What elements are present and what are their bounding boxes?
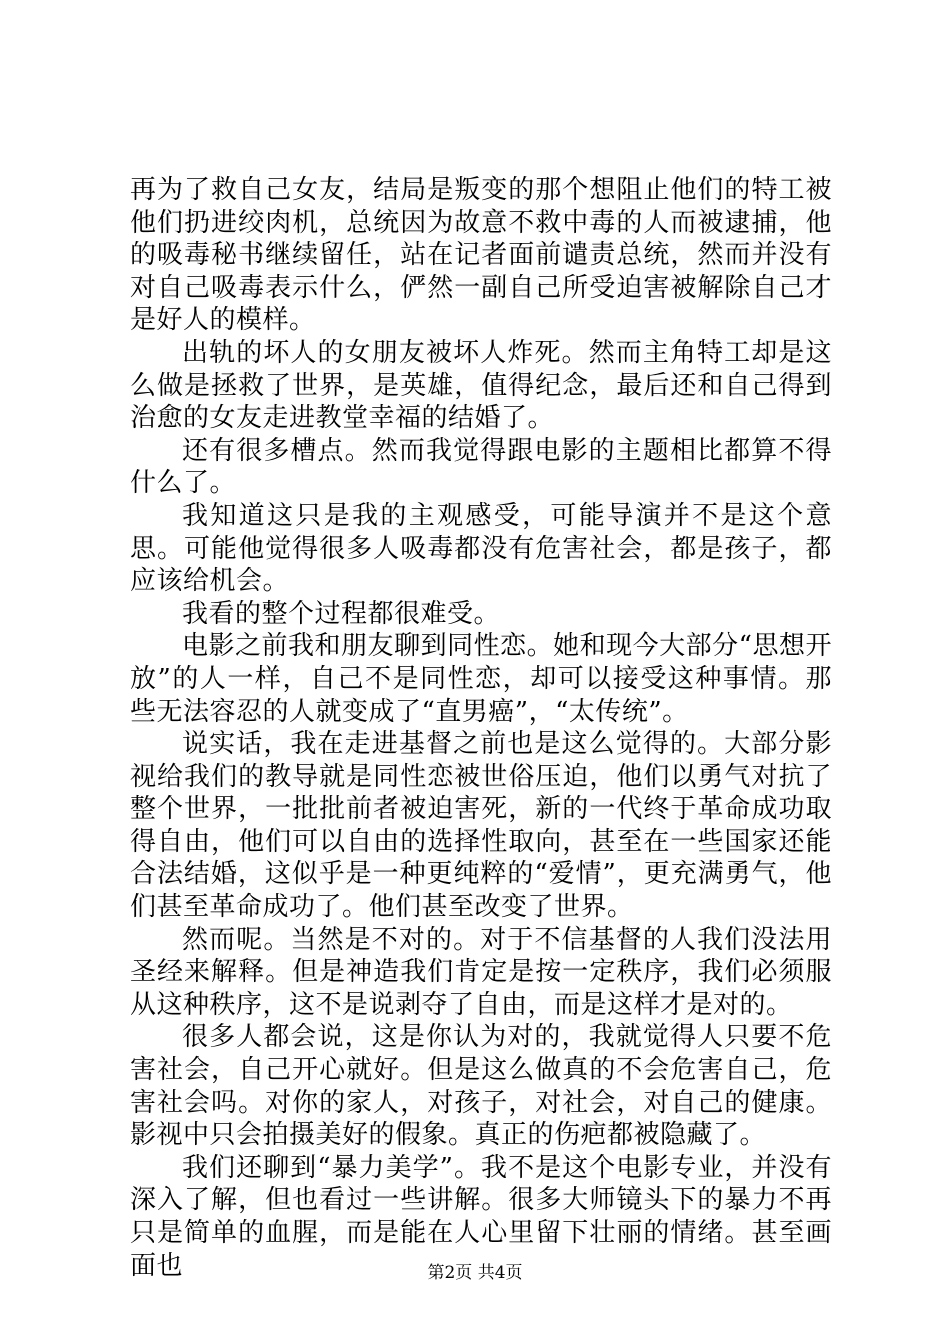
paragraph: 我知道这只是我的主观感受，可能导演并不是这个意思。可能他觉得很多人吸毒都没有危害社会，都是孩子，都应该给机会。 — [130, 500, 832, 597]
document-body — [130, 174, 832, 1282]
paragraph: 我看的整个过程都很难受。 — [182, 598, 501, 629]
paragraph: 说实话，我在走进基督之前也是这么觉得的。大部分影视给我们的教导就是同性恋被世俗压迫，他们以勇气对抗了整个世界，一批批前者被迫害死，新的一代终于革命成功取得自由，他们可以自由的选择性取向，甚至在一些国家还能合法结婚，这似乎是一种更纯粹的“爱情”，更充满勇气，他们甚至革命成功了。他们甚至改变了世界。 — [130, 729, 832, 923]
paragraph: 再为了救自己女友，结局是叛变的那个想阻止他们的特工被他们扔进绞肉机，总统因为故意不救中毒的人而被逮捕，他的吸毒秘书继续留任，站在记者面前谴责总统，然而并没有对自己吸毒表示什么，俨然一副自己所受迫害被解除自己才是好人的模样。 — [130, 175, 832, 336]
paragraph: 还有很多槽点。然而我觉得跟电影的主题相比都算不得什么了。 — [130, 435, 832, 499]
paragraph: 电影之前我和朋友聊到同性恋。她和现今大部分“思想开放”的人一样，自己不是同性恋，却可以接受这种事情。那些无法容忍的人就变成了“直男癌”，“太传统”。 — [130, 631, 832, 727]
paragraph: 很多人都会说，这是你认为对的，我就觉得人只要不危害社会，自己开心就好。但是这么做真的不会危害自己，危害社会吗。对你的家人，对孩子，对社会，对自己的健康。影视中只会拍摄美好的假象。真正的伤疤都被隐藏了。 — [130, 1022, 832, 1151]
paragraph: 然而呢。当然是不对的。对于不信基督的人我们没法用圣经来解释。但是神造我们肯定是按一定秩序，我们必须服从这种秩序，这不是说剥夺了自由，而是这样才是对的。 — [130, 924, 832, 1020]
paragraph: 出轨的坏人的女朋友被坏人炸死。然而主角特工却是这么做是拯救了世界，是英雄，值得纪念，最后还和自己得到治愈的女友走进教堂幸福的结婚了。 — [130, 337, 832, 434]
page-footer: 第2页 共4页 — [427, 1263, 523, 1283]
paragraph: 我们还聊到“暴力美学”。我不是这个电影专业，并没有深入了解，但也看过一些讲解。很多大师镜头下的暴力不再只是简单的血腥，而是能在人心里留下壮丽的情绪。甚至画面也 — [130, 1152, 832, 1281]
